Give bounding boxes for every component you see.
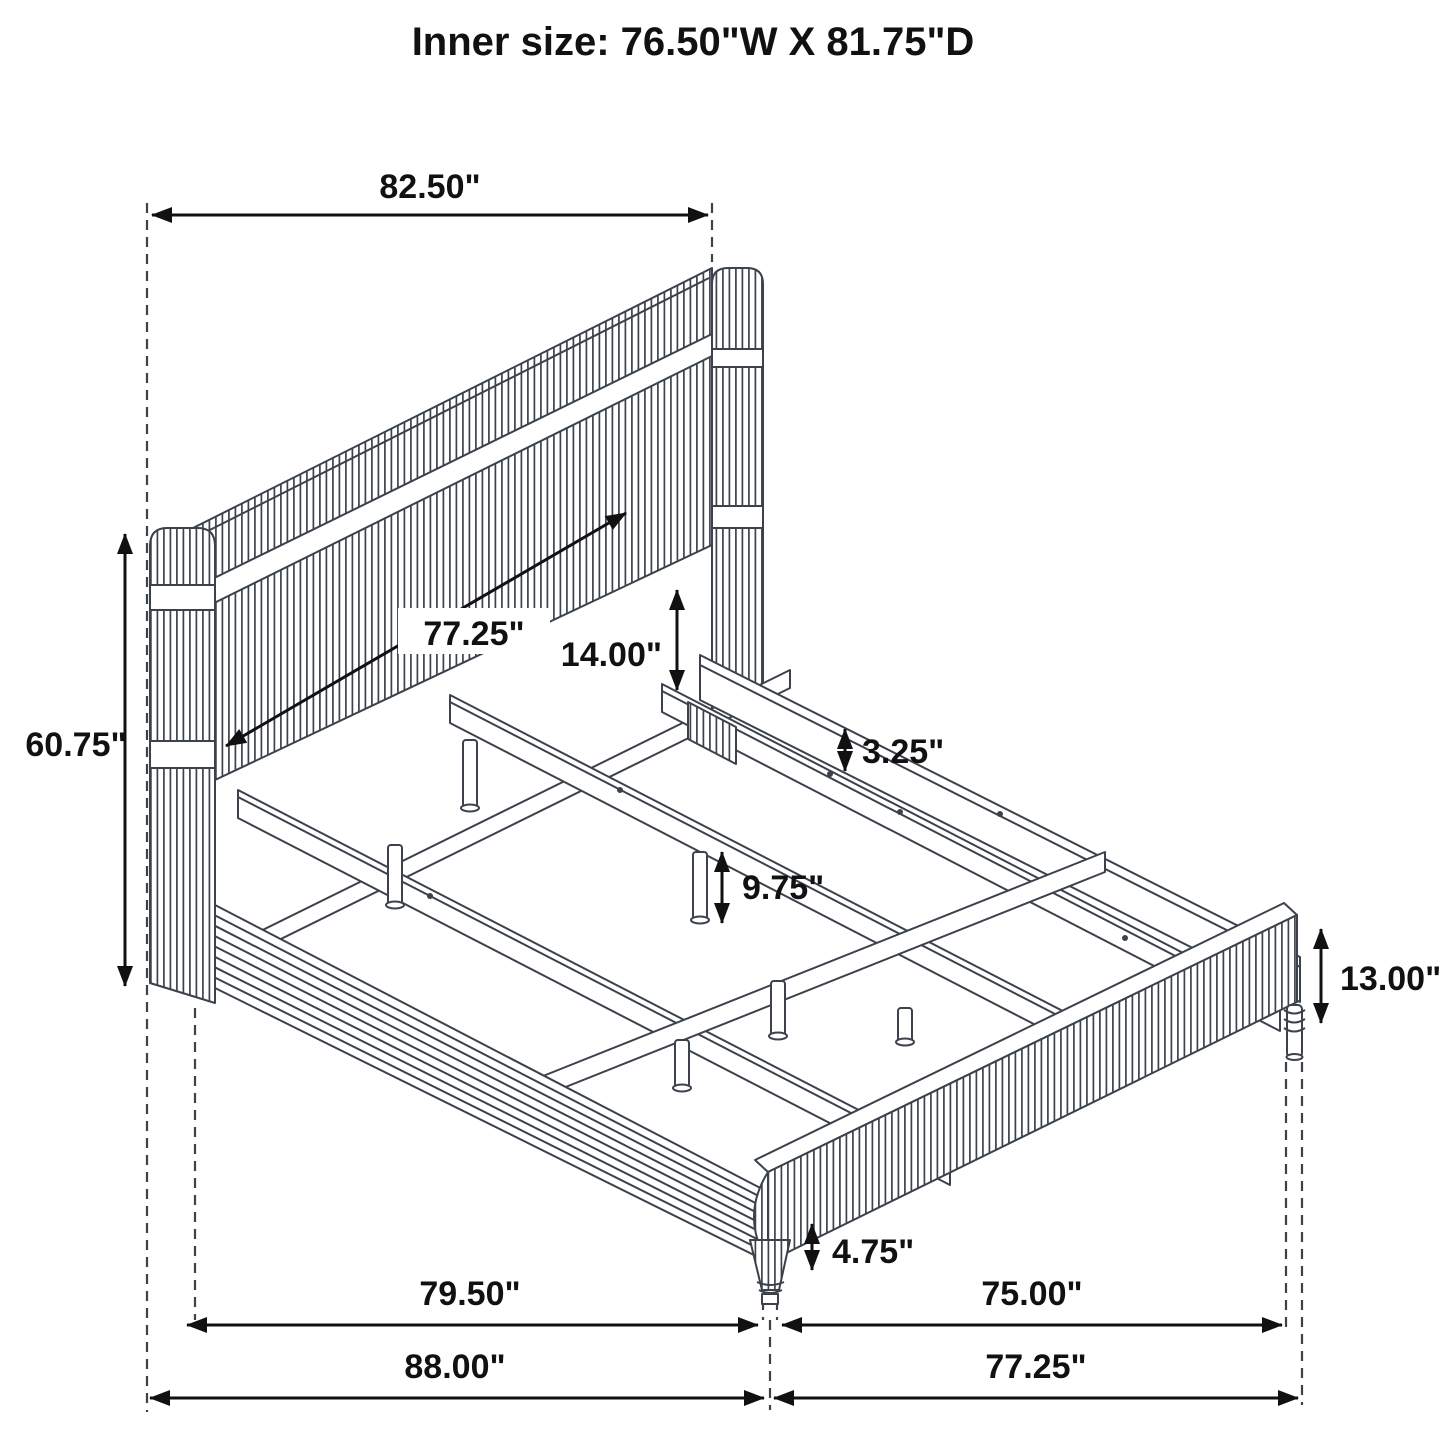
leg: [896, 1008, 914, 1046]
dim-headboard-height: [25, 534, 126, 986]
bed-illustration: [150, 268, 1305, 1304]
footboard-right-leg: [1284, 1005, 1305, 1060]
dim-foot-inner-width: [782, 1275, 1282, 1325]
leg: [461, 740, 479, 812]
dim-headboard-height-label: 60.75": [25, 726, 127, 764]
dim-foot-inner-width-label: 75.00": [981, 1275, 1083, 1313]
dim-side-rail-thickness-label: 3.25": [862, 733, 945, 771]
dim-overall-depth-label: 88.00": [404, 1348, 506, 1386]
left-post-band-lower: [150, 741, 215, 768]
headboard-right-post: [712, 268, 763, 715]
dim-footboard-height-label: 13.00": [1340, 960, 1442, 998]
dim-headboard-width-label: 82.50": [379, 168, 481, 206]
leg: [769, 981, 787, 1040]
dim-overall-depth: [150, 1348, 764, 1398]
leg: [386, 845, 404, 909]
dim-inner-depth: [187, 1275, 758, 1325]
diagram-title: Inner size: 76.50"W X 81.75"D: [411, 20, 975, 64]
footboard-front-leg: [750, 1240, 790, 1304]
right-post-band-lower: [712, 506, 763, 528]
dim-footboard-width: [774, 1348, 1298, 1398]
headboard-panel: [185, 268, 712, 795]
frame-rails: [222, 655, 1300, 1185]
leg: [673, 1040, 691, 1092]
dim-support-leg-height-label: 9.75": [742, 869, 825, 907]
dim-inner-depth-label: 79.50": [419, 1275, 521, 1313]
dim-headboard-inner-width-label: 77.25": [423, 615, 525, 653]
left-post-band-upper: [150, 585, 215, 610]
dim-headboard-width: [152, 168, 708, 215]
right-post-band-upper: [712, 349, 763, 367]
dim-panel-to-rail-gap-label: 14.00": [560, 636, 662, 674]
leg-measured: [691, 852, 709, 924]
dim-footboard-height: [1321, 929, 1441, 1023]
dim-foot-leg-height-label: 4.75": [832, 1233, 915, 1271]
dim-footboard-width-label: 77.25": [985, 1348, 1087, 1386]
